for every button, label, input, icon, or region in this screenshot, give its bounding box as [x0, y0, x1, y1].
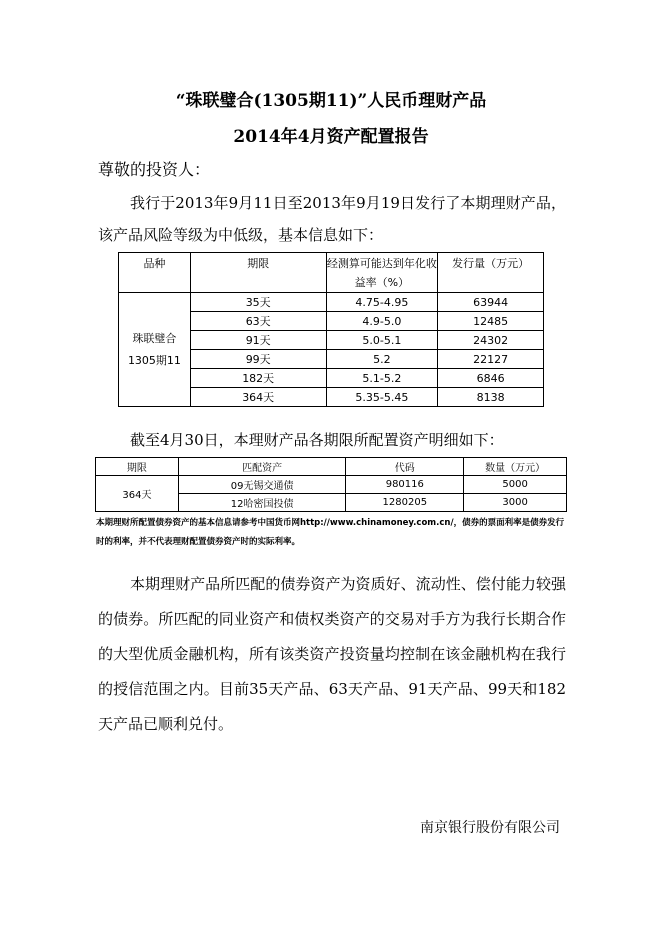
asset-intro-paragraph: 截至4月30日，本理财产品各期限所配置资产明细如下： — [130, 431, 504, 449]
product-name-cell: 珠联璧合1305期11 — [119, 293, 191, 407]
header-quantity: 数量（万元） — [464, 458, 567, 476]
term-cell: 364天 — [96, 476, 179, 512]
term-cell: 364天 — [190, 388, 326, 407]
table-header-row — [96, 458, 567, 476]
amount-cell: 6846 — [438, 369, 544, 388]
amount-cell: 22127 — [438, 350, 544, 369]
amount-cell: 24302 — [438, 331, 544, 350]
quantity-cell: 3000 — [464, 494, 567, 512]
salutation: 尊敬的投资人： — [98, 160, 211, 179]
asset-cell: 12哈密国投债 — [178, 494, 346, 512]
table-row — [119, 293, 544, 312]
code-cell: 980116 — [346, 476, 464, 494]
yield-cell: 5.1-5.2 — [326, 369, 438, 388]
code-cell: 1280205 — [346, 494, 464, 512]
term-cell: 91天 — [190, 331, 326, 350]
amount-cell: 12485 — [438, 312, 544, 331]
asset-allocation-table — [95, 457, 567, 512]
intro-paragraph: 我行于2013年9月11日至2013年9月19日发行了本期理财产品，该产品风险等级为中低级，基本信息如下： — [98, 194, 566, 244]
header-amount: 发行量（万元） — [438, 253, 544, 293]
header-code: 代码 — [346, 458, 464, 476]
report-title-line1: “珠联璧合(1305期11)”人民币理财产品 — [175, 91, 487, 111]
quantity-cell: 5000 — [464, 476, 567, 494]
header-asset: 匹配资产 — [178, 458, 346, 476]
yield-cell: 4.9-5.0 — [326, 312, 438, 331]
term-cell: 63天 — [190, 312, 326, 331]
term-cell: 182天 — [190, 369, 326, 388]
amount-cell: 8138 — [438, 388, 544, 407]
product-info-table — [118, 252, 544, 407]
yield-cell: 5.35-5.45 — [326, 388, 438, 407]
reference-note: 本期理财所配置债券资产的基本信息请参考中国货币网http://www.chinamoney.com.cn/，债券的票面利率是债券发行时的利率，并不代表理财配置债券资产时的实际利率。 — [96, 518, 565, 547]
asset-cell: 09无锡交通债 — [178, 476, 346, 494]
yield-cell: 5.0-5.1 — [326, 331, 438, 350]
header-product: 品种 — [119, 253, 191, 293]
amount-cell: 63944 — [438, 293, 544, 312]
yield-cell: 4.75-4.95 — [326, 293, 438, 312]
term-cell: 35天 — [190, 293, 326, 312]
report-title-line2: 2014年4月资产配置报告 — [233, 127, 429, 147]
closing-paragraph: 本期理财产品所匹配的债券资产为资质好、流动性、偿付能力较强的债券。所匹配的同业资产和债权类资产的交易对手方为我行长期合作的大型优质金融机构，所有该类资产投资量均控制在该金融机构在我行的授信范围之内。目前35天产品、63天产品、91天产品、99天和182天产品已顺利兑付。 — [98, 575, 566, 733]
table-header-row — [119, 253, 544, 293]
table-row — [96, 476, 567, 494]
header-yield: 经测算可能达到年化收益率（%） — [326, 253, 438, 293]
signature: 南京银行股份有限公司 — [420, 820, 560, 836]
header-term: 期限 — [96, 458, 179, 476]
header-term: 期限 — [190, 253, 326, 293]
term-cell: 99天 — [190, 350, 326, 369]
yield-cell: 5.2 — [326, 350, 438, 369]
